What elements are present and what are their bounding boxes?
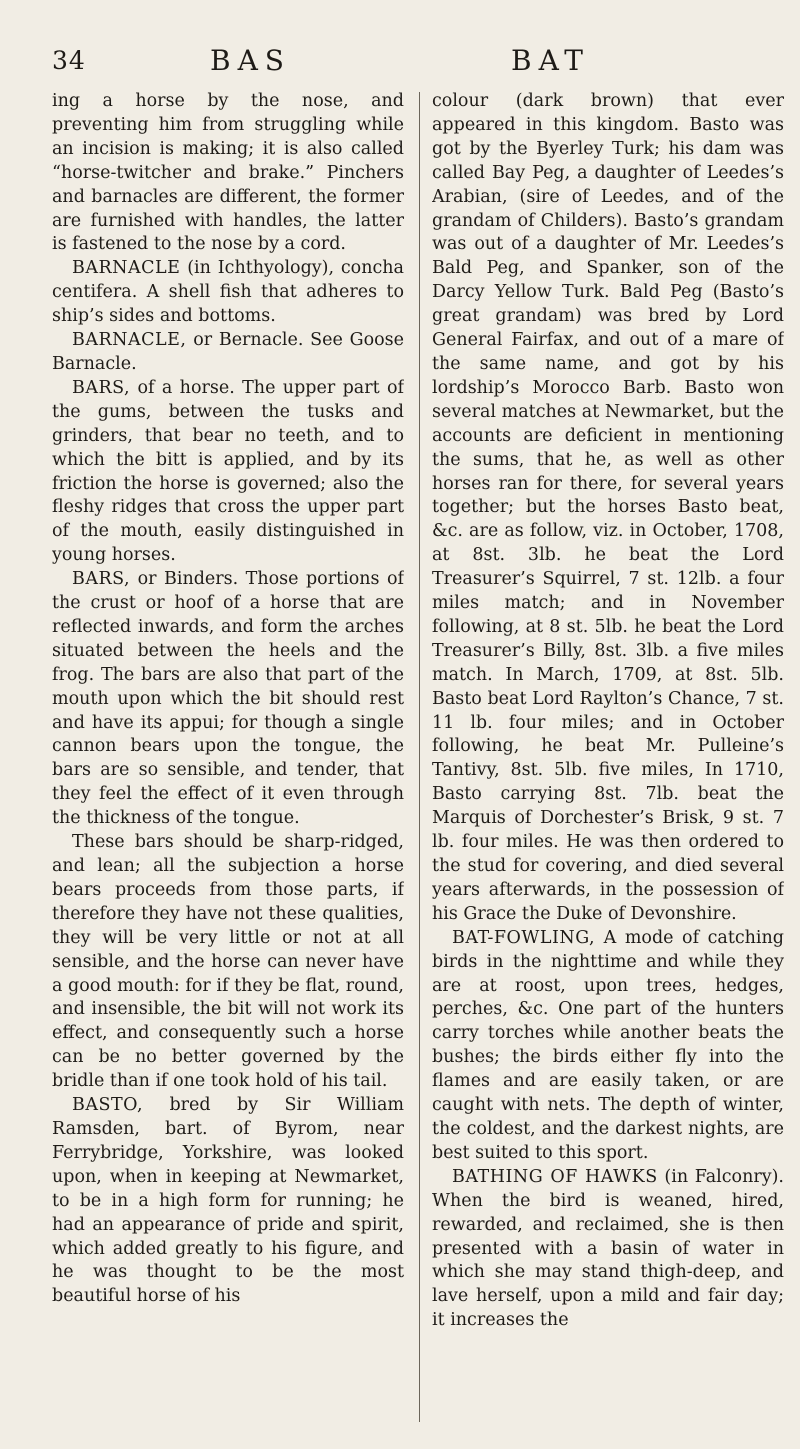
entry-bars-paragraph	[52, 831, 404, 1094]
column-divider	[419, 92, 420, 1422]
entry-body: bred by Sir William Ramsden, bart. of Byrom, near Ferrybridge, Yorkshire, was looked upon, when in keeping at Newmarket, to be in a high form for running; he had an appearance of pride and spirit, which added greatly to his figure, and he was thought to be the most beautiful horse of his	[52, 1095, 404, 1307]
entry-bars-binders	[52, 568, 404, 831]
entry-headword: BARNACLE,	[72, 330, 187, 351]
entry-bars-horse	[52, 377, 404, 568]
entry-continuation	[52, 90, 404, 257]
entry-headword: BARS,	[72, 569, 131, 590]
right-column	[432, 90, 784, 1430]
entry-body: These bars should be sharp-ridged, and lean; all the subjection a horse bears proceeds from those parts, if therefore they have not these qualities, they will be very little or not at all sensible, and the horse can never have a good mouth: for if they be flat, round, and insensible, the bit will not work its effect, and consequently such a horse can be no better governed by the bridle than if one took hold of his tail.	[52, 832, 404, 1092]
entry-bathing-of-hawks	[432, 1166, 784, 1333]
entry-headword: BASTO,	[72, 1095, 144, 1116]
right-guide-word: BAT	[511, 44, 590, 77]
page-number: 34	[52, 46, 86, 75]
left-column	[52, 90, 404, 1430]
entry-headword: BATHING OF HAWKS	[452, 1166, 658, 1187]
entry-headword: BAT-FOWLING,	[452, 927, 596, 948]
entry-basto-continuation	[432, 90, 784, 927]
entry-body: of a horse. The upper part of the gums, between the tusks and grinders, that bear no teeth, and to which the bitt is applied, and by its friction the horse is governed; also the fleshy ridges that cross the upper part of the mouth, easily distinguished in young horses.	[52, 377, 404, 566]
running-head	[52, 44, 770, 80]
left-guide-word: BAS	[210, 44, 291, 77]
entry-basto	[52, 1094, 404, 1309]
entry-body: ing a horse by the nose, and preventing him from struggling while an incision is making; it is also called “horse-twitcher and brake.” Pinchers and barnacles are different, the former are furnished with handles, the latter is fastened to the nose by a cord.	[52, 91, 404, 255]
entry-body: (in Ichthyology), concha centifera. A shell fish that adheres to ship’s sides and bottoms.	[52, 258, 404, 327]
entry-headword: BARS,	[72, 377, 131, 398]
entry-body: colour (dark brown) that ever appeared in this kingdom. Basto was got by the Byerley Turk; his dam was called Bay Peg, a daughter of Leedes’s Arabian, (sire of Leedes, and of the grandam of Childers). Basto’s grandam was out of a daughter of Mr. Leedes’s Bald Peg, and Spanker, son of the Darcy Yellow Turk. Bald Peg (Basto’s great grandam) was bred by Lord General Fairfax, and out of a mare of the same name, and got by his lordship’s Morocco Barb. Basto won several matches at Newmarket, but the accounts are deficient in mentioning the sums, that he, as well as other horses ran for there, for several years together; but the horses Basto beat, &c. are as follow, viz. in October, 1708, at 8st. 3lb. he beat the Lord Treasurer’s Squirrel, 7 st. 12lb. a four miles match; and in November following, at 8 st. 5lb. he beat the Lord Treasurer’s Billy, 8st. 3lb. a five miles match. In March, 1709, at 8st. 5lb. Basto beat Lord Raylton’s Chance, 7 st. 11 lb. four miles; and in October following, he beat Mr. Pulleine’s Tantivy, 8st. 5lb. five miles, In 1710, Basto carrying 8st. 7lb. beat the Marquis of Dorchester’s Brisk, 9 st. 7 lb. four miles. He was then ordered to the stud for covering, and died several years afterwards, in the possession of his Grace the Duke of Devonshire.	[432, 91, 784, 924]
entry-body: or Binders. Those portions of the crust or hoof of a horse that are reflected inwards, and form the arches situated between the heels and the frog. The bars are also that part of the mouth upon which the bit should rest and have its appui; for though a single cannon bears upon the tongue, the bars are so sensible, and tender, that they feel the effect of it even through the thickness of the tongue.	[52, 569, 404, 829]
entry-barnacle-bernacle	[52, 329, 404, 377]
entry-headword: BARNACLE	[72, 258, 181, 279]
entry-barnacle-ichthyology	[52, 257, 404, 329]
entry-body: or Bernacle. See Goose Barnacle.	[52, 330, 404, 374]
entry-body: (in Falconry). When the bird is weaned, hired, rewarded, and reclaimed, she is then presented with a basin of water in which she may stand thigh-deep, and lave herself, upon a mild and fair day; it increases the	[432, 1166, 784, 1331]
entry-body: A mode of catching birds in the nighttime and while they are at roost, upon trees, hedges, perches, &c. One part of the hunters carry torches while another beats the bushes; the birds either fly into the flames and are easily taken, or are caught with nets. The depth of winter, the coldest, and the darkest nights, are best suited to this sport.	[432, 927, 784, 1163]
entry-bat-fowling	[432, 927, 784, 1166]
